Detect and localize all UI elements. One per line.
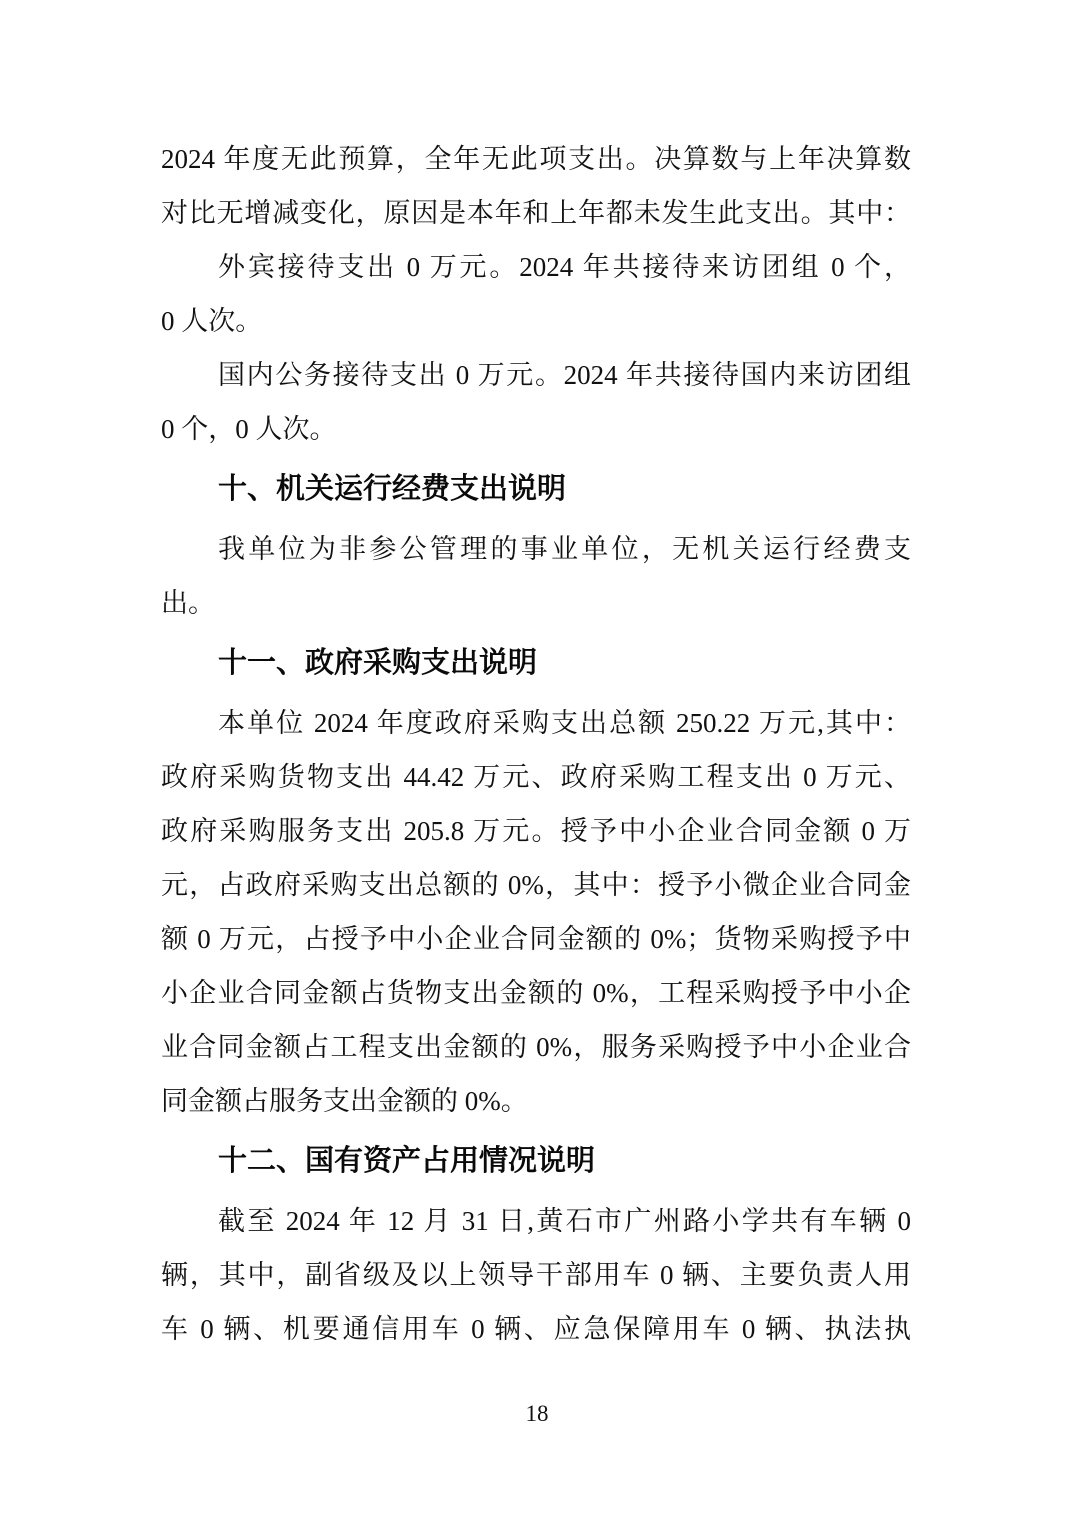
page-footer (0, 1401, 1074, 1427)
text-line: 0 人次。 (161, 306, 263, 336)
section-heading: 十一、政府采购支出说明 (218, 647, 538, 679)
text-line: 截至 2024 年 12 月 31 日,黄石市广州路小学共有车辆 0 (218, 1206, 911, 1236)
text-line: 政府采购服务支出 205.8 万元。授予中小企业合同金额 0 万 (161, 816, 911, 846)
text-line: 小企业合同金额占货物支出金额的 0%，工程采购授予中小企 (161, 978, 911, 1008)
document-body (161, 132, 911, 1356)
text-line: 额 0 万元，占授予中小企业合同金额的 0%；货物采购授予中 (161, 924, 911, 954)
text-line: 我单位为非参公管理的事业单位，无机关运行经费支 (218, 534, 911, 564)
text-line: 2024 年度无此预算，全年无此项支出。决算数与上年决算数 (161, 144, 911, 174)
text-line: 同金额占服务支出金额的 0%。 (161, 1086, 528, 1116)
text-line: 业合同金额占工程支出金额的 0%，服务采购授予中小企业合 (161, 1032, 911, 1062)
text-line: 对比无增减变化，原因是本年和上年都未发生此支出。其中： (161, 198, 911, 228)
text-line: 政府采购货物支出 44.42 万元、政府采购工程支出 0 万元、 (161, 762, 911, 792)
section-heading: 十、机关运行经费支出说明 (218, 473, 567, 505)
text-line: 国内公务接待支出 0 万元。2024 年共接待国内来访团组 (218, 360, 911, 390)
text-line: 元，占政府采购支出总额的 0%，其中：授予小微企业合同金 (161, 870, 911, 900)
text-line: 辆，其中，副省级及以上领导干部用车 0 辆、主要负责人用 (161, 1260, 911, 1290)
text-line: 0 个，0 人次。 (161, 414, 337, 444)
text-line: 出。 (161, 588, 215, 618)
text-line: 车 0 辆、机要通信用车 0 辆、应急保障用车 0 辆、执法执 (161, 1314, 911, 1344)
page-number: 18 (525, 1401, 549, 1426)
section-heading: 十二、国有资产占用情况说明 (218, 1145, 596, 1177)
text-line: 本单位 2024 年度政府采购支出总额 250.22 万元,其中： (218, 708, 911, 738)
text-line: 外宾接待支出 0 万元。2024 年共接待来访团组 0 个， (218, 252, 911, 282)
